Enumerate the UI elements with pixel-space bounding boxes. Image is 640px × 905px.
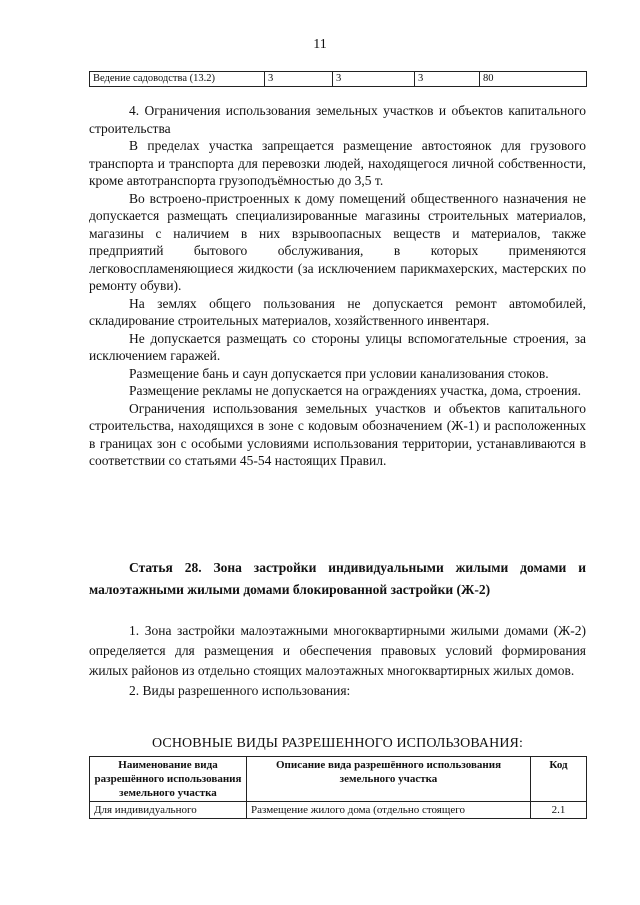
column-header: Наименование вида разрешённого использования земельного участка bbox=[90, 757, 247, 802]
paragraph: Не допускается размещать со стороны улицы вспомогательные строения, за исключением гаражей. bbox=[89, 330, 586, 363]
page-number: 11 bbox=[313, 37, 327, 52]
table-cell: 2.1 bbox=[531, 802, 587, 819]
table-title: ОСНОВНЫЕ ВИДЫ РАЗРЕШЕННОГО ИСПОЛЬЗОВАНИЯ: bbox=[152, 736, 523, 751]
table-row bbox=[90, 72, 587, 87]
continued-table-row bbox=[89, 71, 587, 87]
paragraph: 1. Зона застройки малоэтажными многоквартирными жилыми домами (Ж-2) определяется для размещения и обеспечения правовых условий формирования жилых районов из отдельно стоящих малоэтажных многоквартирных жилых домов. bbox=[89, 623, 586, 678]
table-cell: Для индивидуального bbox=[90, 802, 247, 819]
paragraph: 4. Ограничения использования земельных участков и объектов капитального строительства bbox=[89, 103, 586, 136]
restrictions-section bbox=[89, 102, 586, 470]
paragraph: На землях общего пользования не допускается ремонт автомобилей, складирование строительных материалов, хозяйственного инвентаря. bbox=[89, 295, 586, 328]
article-heading bbox=[89, 557, 586, 601]
paragraph: В пределах участка запрещается размещение автостоянок для грузового транспорта и транспорта для перевозки людей, находящегося личной собственности, кроме автотранспорта грузоподъёмностью до 3,5 т. bbox=[89, 138, 586, 188]
table-cell: 3 bbox=[265, 72, 333, 87]
article-body bbox=[89, 621, 586, 701]
permitted-use-table bbox=[89, 756, 587, 819]
table-cell: 3 bbox=[415, 72, 480, 87]
table-row bbox=[90, 802, 587, 819]
table-cell: Ведение садоводства (13.2) bbox=[90, 72, 265, 87]
column-header: Код bbox=[531, 757, 587, 802]
paragraph: Во встроено-пристроенных к дому помещений общественного назначения не допускается размещать специализированные магазины строительных материалов, магазины с наличием в них взрывоопасных веществ и материалов, также предприятий бытового обслуживания, в которых применяются легковоспламеняющиеся жидкости (за исключением парикмахерских, мастерских по ремонту обуви). bbox=[89, 190, 586, 293]
paragraph: Ограничения использования земельных участков и объектов капитального строительства, находящихся в зоне с кодовым обозначением (Ж-1) и расположенных в границах зон с особыми условиями использования территории, устанавливаются в соответствии со статьями 45-54 настоящих Правил. bbox=[89, 400, 586, 468]
article-heading-text: Статья 28. Зона застройки индивидуальными жилыми домами и малоэтажными жилыми домами блокированной застройки (Ж-2) bbox=[89, 560, 586, 597]
table-header-row bbox=[90, 757, 587, 802]
table-cell: 3 bbox=[333, 72, 415, 87]
table-cell: 80 bbox=[480, 72, 587, 87]
table-cell: Размещение жилого дома (отдельно стоящего bbox=[247, 802, 531, 819]
column-header: Описание вида разрешённого использования земельного участка bbox=[247, 757, 531, 802]
paragraph: Размещение бань и саун допускается при условии канализования стоков. bbox=[129, 365, 549, 381]
paragraph: Размещение рекламы не допускается на ограждениях участка, дома, строения. bbox=[129, 383, 581, 398]
paragraph: 2. Виды разрешенного использования: bbox=[129, 683, 351, 698]
